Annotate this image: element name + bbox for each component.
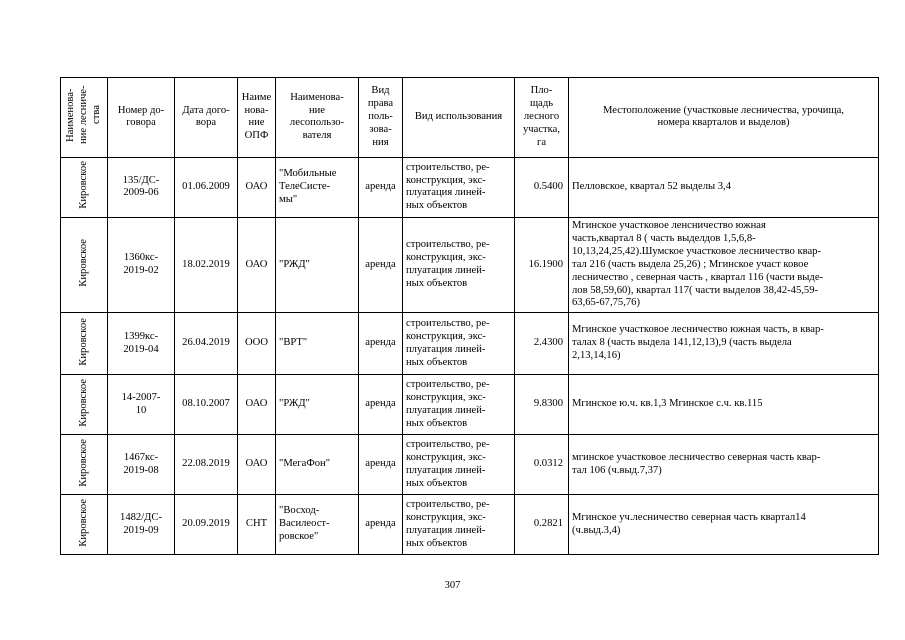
cell-forestry: Кировское bbox=[61, 375, 108, 435]
cell-location: Мгинское участковое ленсничество южная часть,квартал 8 ( часть выделдов 1,5,6,8- 10,13,24,25,42).Шумское участковое лесничество квар- тал 216 (часть выдела 25,26) ; Мгинское участ ковое лесничество , северная часть , квартал 116 (части выде- лов 58,59,60), квартал 117( части выделов 38,42-45,59- 63,65-67,75,76) bbox=[569, 217, 879, 312]
forest-lease-table bbox=[60, 77, 879, 555]
cell-user: "РЖД" bbox=[276, 375, 359, 435]
cell-user: "МегаФон" bbox=[276, 435, 359, 495]
cell-use: строительство, ре- конструкция, экс- плуатация линей- ных объектов bbox=[403, 157, 515, 217]
cell-use: строительство, ре- конструкция, экс- плуатация линей- ных объектов bbox=[403, 313, 515, 375]
table-row bbox=[61, 217, 879, 312]
header-date: Дата дого- вора bbox=[175, 78, 238, 158]
cell-date: 20.09.2019 bbox=[175, 495, 238, 555]
cell-area: 2.4300 bbox=[515, 313, 569, 375]
header-row bbox=[61, 78, 879, 158]
cell-location: Мгинское ю.ч. кв.1,3 Мгинское с.ч. кв.115 bbox=[569, 375, 879, 435]
cell-use: строительство, ре- конструкция, экс- плуатация линей- ных объектов bbox=[403, 495, 515, 555]
cell-date: 18.02.2019 bbox=[175, 217, 238, 312]
cell-forestry: Кировское bbox=[61, 313, 108, 375]
cell-use: строительство, ре- конструкция, экс- плуатация линей- ных объектов bbox=[403, 217, 515, 312]
cell-location: Пелловское, квартал 52 выделы 3,4 bbox=[569, 157, 879, 217]
header-location: Местоположение (участковые лесничества, урочища, номера кварталов и выделов) bbox=[569, 78, 879, 158]
table-row bbox=[61, 157, 879, 217]
cell-area: 0.5400 bbox=[515, 157, 569, 217]
table-row bbox=[61, 375, 879, 435]
cell-right: аренда bbox=[359, 157, 403, 217]
cell-right: аренда bbox=[359, 313, 403, 375]
cell-opf: ОАО bbox=[238, 435, 276, 495]
cell-location: Мгинское участковое лесничество южная часть, в квар- талах 8 (часть выдела 141,12,13),9 (часть выдела 2,13,14,16) bbox=[569, 313, 879, 375]
cell-date: 08.10.2007 bbox=[175, 375, 238, 435]
cell-use: строительство, ре- конструкция, экс- плуатация линей- ных объектов bbox=[403, 375, 515, 435]
header-contract: Номер до- говора bbox=[108, 78, 175, 158]
cell-right: аренда bbox=[359, 435, 403, 495]
cell-date: 22.08.2019 bbox=[175, 435, 238, 495]
cell-forestry: Кировское bbox=[61, 157, 108, 217]
header-right: Вид права поль- зова- ния bbox=[359, 78, 403, 158]
cell-area: 16.1900 bbox=[515, 217, 569, 312]
cell-contract: 14-2007- 10 bbox=[108, 375, 175, 435]
cell-contract: 1467кс- 2019-08 bbox=[108, 435, 175, 495]
cell-location: Мгинское уч.лесничество северная часть квартал14 (ч.выд.3,4) bbox=[569, 495, 879, 555]
cell-contract: 1482/ДС- 2019-09 bbox=[108, 495, 175, 555]
cell-forestry: Кировское bbox=[61, 435, 108, 495]
cell-contract: 1360кс- 2019-02 bbox=[108, 217, 175, 312]
cell-location: мгинское участковое лесничество северная часть квар- тал 106 (ч.выд.7,37) bbox=[569, 435, 879, 495]
cell-forestry: Кировское bbox=[61, 217, 108, 312]
cell-date: 01.06.2009 bbox=[175, 157, 238, 217]
table-row bbox=[61, 313, 879, 375]
cell-opf: ОАО bbox=[238, 217, 276, 312]
cell-area: 0.0312 bbox=[515, 435, 569, 495]
cell-contract: 1399кс- 2019-04 bbox=[108, 313, 175, 375]
header-area: Пло- щадь лесного участка, га bbox=[515, 78, 569, 158]
cell-opf: СНТ bbox=[238, 495, 276, 555]
cell-opf: ООО bbox=[238, 313, 276, 375]
header-user: Наименова- ние лесопользо- вателя bbox=[276, 78, 359, 158]
cell-user: "РЖД" bbox=[276, 217, 359, 312]
page-number: 307 bbox=[444, 580, 461, 591]
cell-opf: ОАО bbox=[238, 375, 276, 435]
cell-use: строительство, ре- конструкция, экс- плуатация линей- ных объектов bbox=[403, 435, 515, 495]
header-use: Вид использования bbox=[403, 78, 515, 158]
table-row bbox=[61, 495, 879, 555]
cell-right: аренда bbox=[359, 375, 403, 435]
table-row bbox=[61, 435, 879, 495]
cell-forestry: Кировское bbox=[61, 495, 108, 555]
header-opf: Наиме нова- ние ОПФ bbox=[238, 78, 276, 158]
cell-right: аренда bbox=[359, 217, 403, 312]
header-forestry: Наименова- ние лесниче- ства bbox=[61, 78, 108, 158]
cell-area: 0.2821 bbox=[515, 495, 569, 555]
cell-contract: 135/ДС- 2009-06 bbox=[108, 157, 175, 217]
cell-user: "ВРТ" bbox=[276, 313, 359, 375]
cell-user: "Восход- Василеост- ровское" bbox=[276, 495, 359, 555]
cell-user: "Мобильные ТелеСисте- мы" bbox=[276, 157, 359, 217]
cell-opf: ОАО bbox=[238, 157, 276, 217]
cell-date: 26.04.2019 bbox=[175, 313, 238, 375]
cell-right: аренда bbox=[359, 495, 403, 555]
cell-area: 9.8300 bbox=[515, 375, 569, 435]
